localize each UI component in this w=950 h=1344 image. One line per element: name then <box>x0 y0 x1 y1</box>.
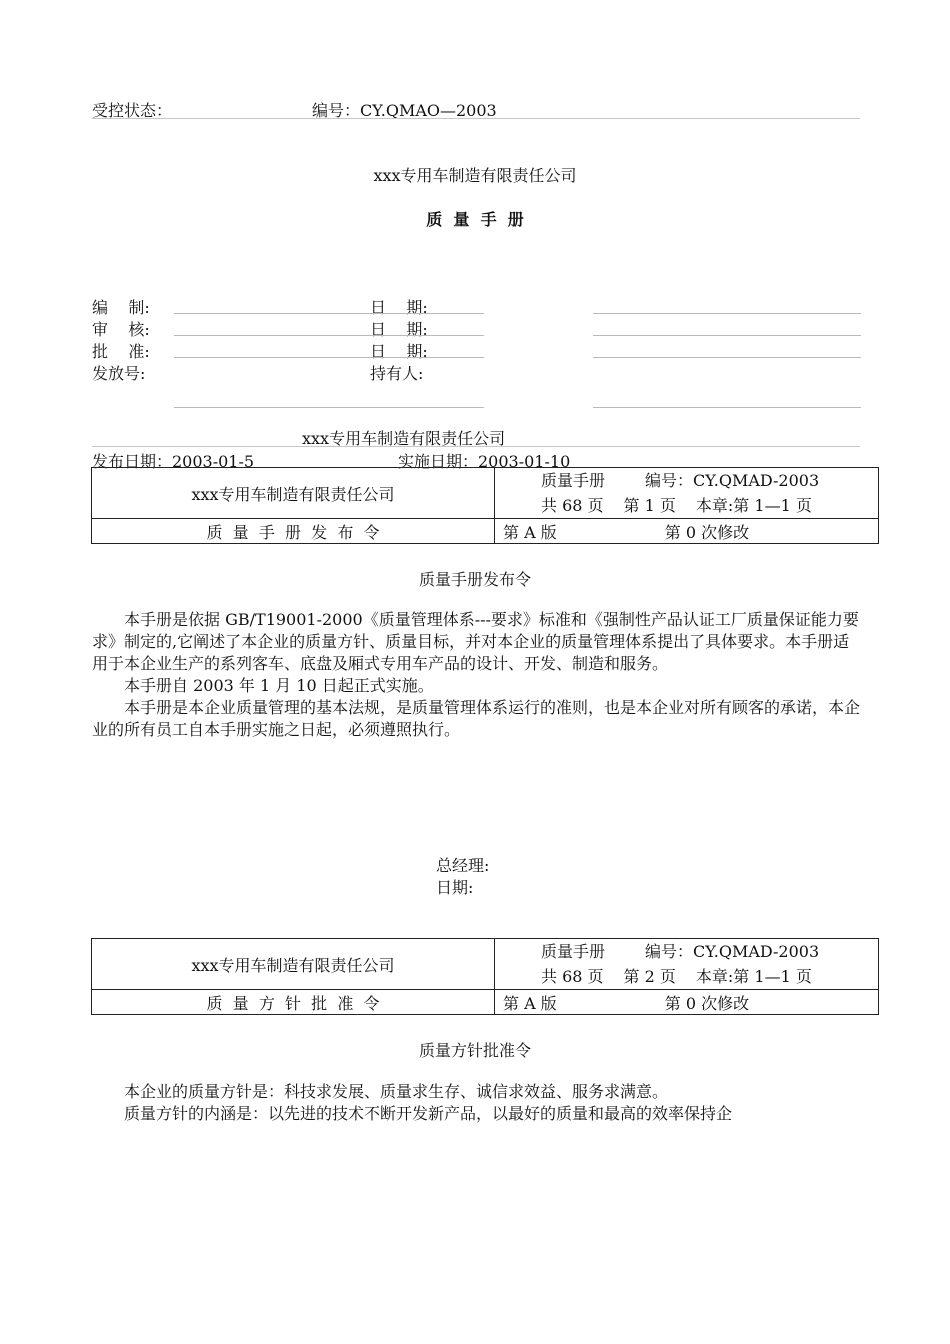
release-paragraph-1: 本手册是依据 GB/T19001-2000《质量管理体系---要求》标准和《强制性产品认证工厂质量保证能力要求》制定的,它阐述了本企业的质量方针、质量目标，并对本企业的质量管理体系提出了具体要求。本手册适用于本企业生产的系列客车、底盘及厢式专用车产品的设计、开发、制造和服务。 <box>92 610 859 673</box>
header1-revision: 第 0 次修改 <box>664 522 750 542</box>
header1-number: 编号：CY.QMAD-2003 <box>645 471 820 490</box>
release-body <box>92 609 860 741</box>
header1-manual: 质量手册 <box>541 471 606 490</box>
document-number: 编号：CY.QMAO—2003 <box>312 101 497 120</box>
holder-label: 持有人: <box>370 364 424 383</box>
publish-date: 发布日期：2003-01-5 <box>92 452 255 471</box>
release-paragraph-3: 本手册是本企业质量管理的基本法规，是质量管理体系运行的准则，也是本企业对所有顾客的承诺，本企业的所有员工自本手册实施之日起，必须遵照执行。 <box>92 698 861 739</box>
header2-number: 编号：CY.QMAD-2003 <box>645 942 820 961</box>
header2-chapter: 本章:第 1—1 页 <box>695 967 812 986</box>
reviewer-label: 审 核: <box>92 320 150 339</box>
header2-info-cell <box>495 939 879 990</box>
page-header-table-1 <box>91 467 879 544</box>
header2-company-cell: xxx专用车制造有限责任公司 <box>92 939 495 990</box>
cover-bottom-company: xxx专用车制造有限责任公司 <box>302 429 506 448</box>
compiler-date-line <box>593 313 861 314</box>
approver-label: 批 准: <box>92 342 150 361</box>
header2-page: 第 2 页 <box>623 967 676 986</box>
cover-title: 质 量 手 册 <box>426 210 524 229</box>
compiler-label: 编 制: <box>92 298 150 317</box>
header1-section-cell: 质 量 手 册 发 布 令 <box>92 519 495 544</box>
header1-version: 第 A 版 <box>503 522 557 542</box>
header2-version: 第 A 版 <box>503 993 557 1013</box>
approver-date-line <box>593 357 861 358</box>
general-manager-date-label: 日期: <box>436 878 474 897</box>
release-heading: 质量手册发布令 <box>418 570 531 589</box>
policy-heading: 质量方针批准令 <box>418 1041 531 1060</box>
reviewer-date-line <box>593 335 861 336</box>
header1-chapter: 本章:第 1—1 页 <box>695 496 812 515</box>
cover-company-name: xxx专用车制造有限责任公司 <box>373 166 577 185</box>
approver-date-label: 日 期: <box>370 342 428 361</box>
issue-number-label: 发放号: <box>92 364 146 383</box>
reviewer-date-label: 日 期: <box>370 320 428 339</box>
header2-revision: 第 0 次修改 <box>664 993 750 1013</box>
cover-bottom-divider <box>92 446 860 447</box>
header2-total-pages: 共 68 页 <box>541 967 604 986</box>
effective-date: 实施日期：2003-01-10 <box>398 452 571 471</box>
top-divider <box>92 118 860 119</box>
header2-section-cell: 质 量 方 针 批 准 令 <box>92 990 495 1015</box>
header1-company-cell: xxx专用车制造有限责任公司 <box>92 468 495 519</box>
header1-info-cell <box>495 468 879 519</box>
policy-body <box>92 1081 860 1125</box>
holder-line <box>593 407 861 408</box>
issue-number-line <box>174 407 484 408</box>
approver-signature-line <box>174 357 484 358</box>
header2-manual: 质量手册 <box>541 942 606 961</box>
compiler-date-label: 日 期: <box>370 298 428 317</box>
general-manager-label: 总经理: <box>436 856 490 875</box>
compiler-signature-line <box>174 313 484 314</box>
policy-paragraph-1: 本企业的质量方针是：科技求发展、质量求生存、诚信求效益、服务求满意。 <box>124 1082 669 1101</box>
page-header-table-2 <box>91 938 879 1015</box>
release-paragraph-2: 本手册自 2003 年 1 月 10 日起正式实施。 <box>124 676 434 695</box>
reviewer-signature-line <box>174 335 484 336</box>
policy-paragraph-2: 质量方针的内涵是：以先进的技术不断开发新产品，以最好的质量和最高的效率保持企 <box>124 1104 733 1123</box>
control-status-label: 受控状态： <box>92 101 173 120</box>
header1-page: 第 1 页 <box>623 496 676 515</box>
header1-total-pages: 共 68 页 <box>541 496 604 515</box>
header2-version-cell <box>495 990 879 1015</box>
header1-version-cell <box>495 519 879 544</box>
